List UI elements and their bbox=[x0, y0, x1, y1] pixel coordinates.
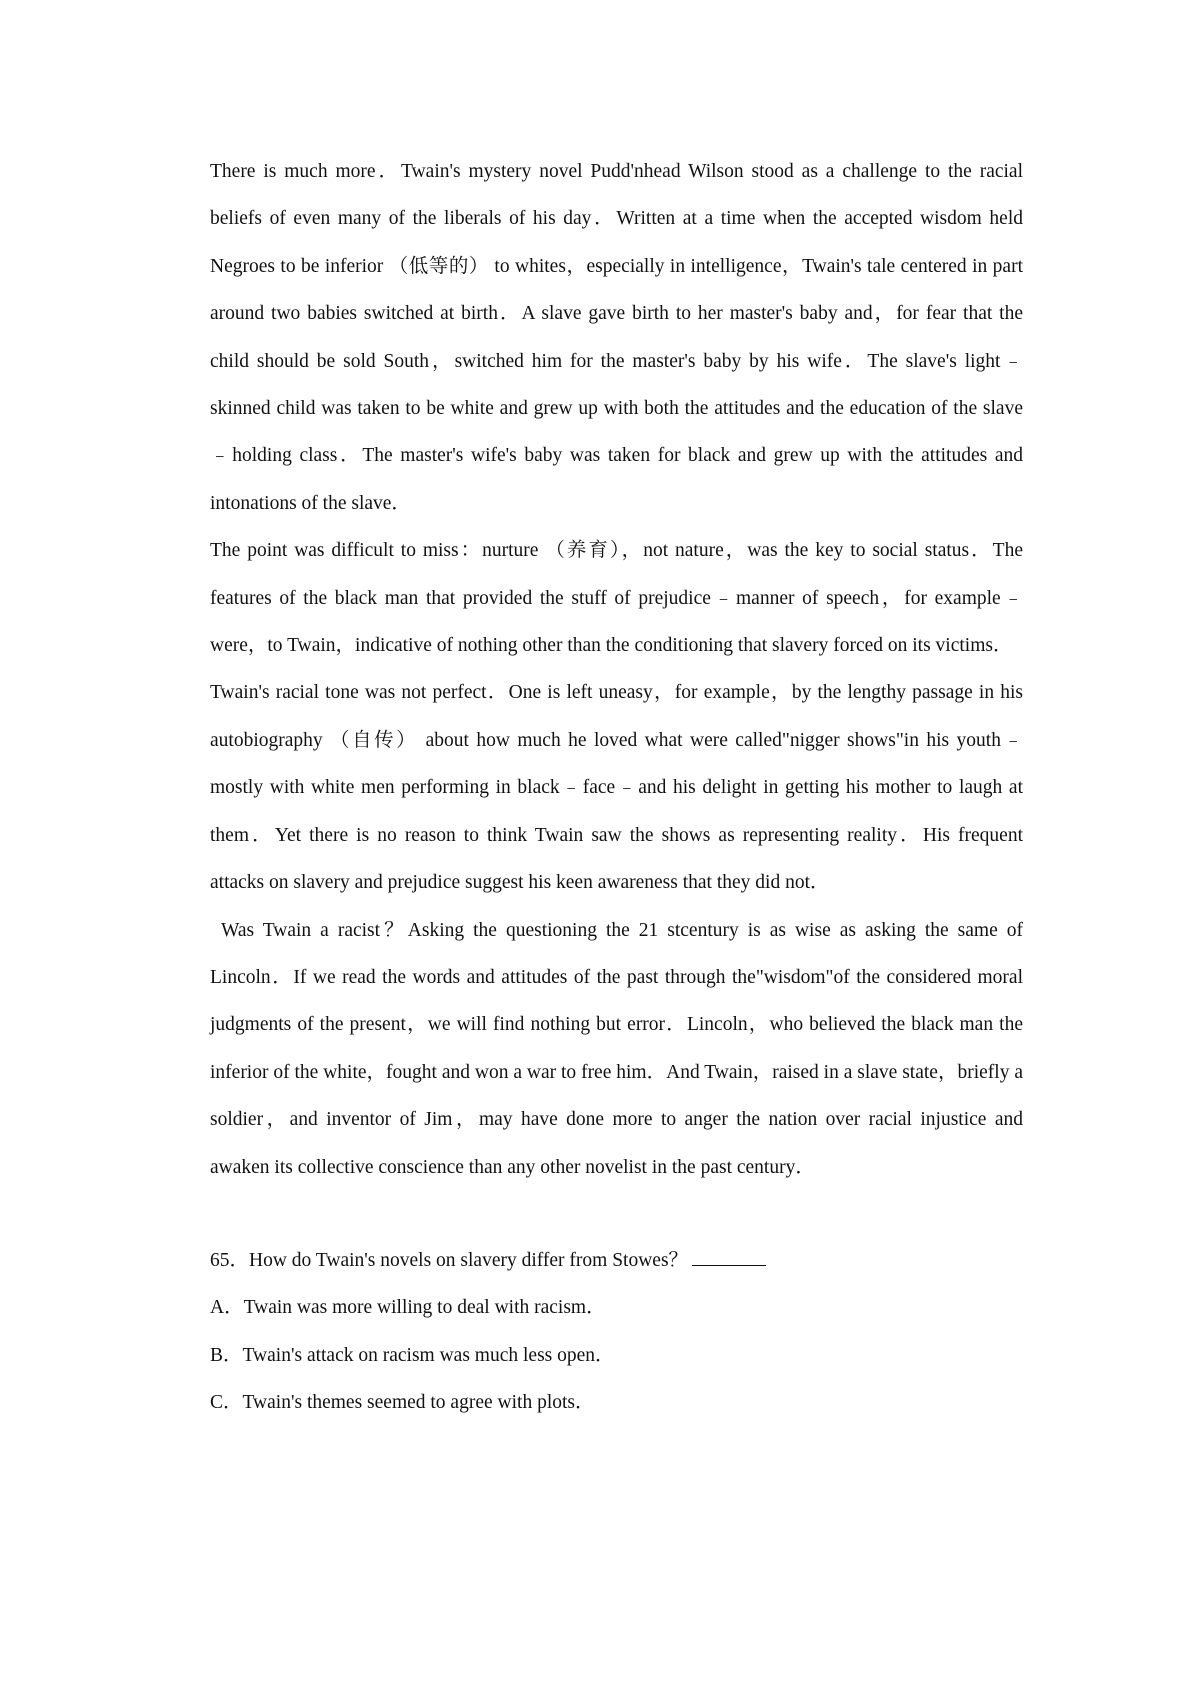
option-a: A．Twain was more willing to deal with racism． bbox=[210, 1297, 606, 1319]
passage-paragraph-2: The point was difficult to miss：nurture （养育），not nature，was the key to social status．The features of the black man that provided the stuff of prejudice﹣manner of speech，for example﹣were，to Twain，indicative of nothing other than the conditioning that slavery forced on its victims． bbox=[210, 540, 1023, 657]
question-stem: 65．How do Twain's novels on slavery differ from Stowes？ bbox=[210, 1249, 689, 1271]
answer-blank bbox=[692, 1247, 766, 1266]
question-65 bbox=[210, 1237, 1023, 1284]
passage-paragraph-1: There is much more．Twain's mystery novel Pudd'nhead Wilson stood as a challenge to the racial beliefs of even many of the liberals of his day．Written at a time when the accepted wisdom held Negroes to be inferior （低等的） to whites，especially in intelligence，Twain's tale centered in part around two babies switched at birth．A slave gave birth to her master's baby and，for fear that the child should be sold South，switched him for the master's baby by his wife．The slave's light﹣skinned child was taken to be white and grew up with both the attitudes and the education of the slave﹣holding class．The master's wife's baby was taken for black and grew up with the attitudes and intonations of the slave． bbox=[210, 161, 1023, 514]
document-page bbox=[210, 148, 1023, 1427]
option-b: B．Twain's attack on racism was much less open． bbox=[210, 1344, 615, 1366]
passage-paragraph-4: Was Twain a racist？Asking the questioning the 21 stcentury is as wise as asking the same of Lincoln．If we read the words and attitudes of the past through the"wisdom"of the considered moral judgments of the present，we will find nothing but error．Lincoln，who believed the black man the inferior of the white，fought and won a war to free him．And Twain，raised in a slave state，briefly a soldier，and inventor of Jim，may have done more to anger the nation over racial injustice and awaken its collective conscience than any other novelist in the past century． bbox=[210, 919, 1023, 1178]
option-c: C．Twain's themes seemed to agree with plots． bbox=[210, 1392, 595, 1414]
passage-paragraph-3: Twain's racial tone was not perfect．One is left uneasy，for example，by the lengthy passage in his autobiography （自传） about how much he loved what were called"nigger shows"in his youth﹣mostly with white men performing in black﹣face﹣and his delight in getting his mother to laugh at them．Yet there is no reason to think Twain saw the shows as representing reality．His frequent attacks on slavery and prejudice suggest his keen awareness that they did not． bbox=[210, 682, 1023, 894]
